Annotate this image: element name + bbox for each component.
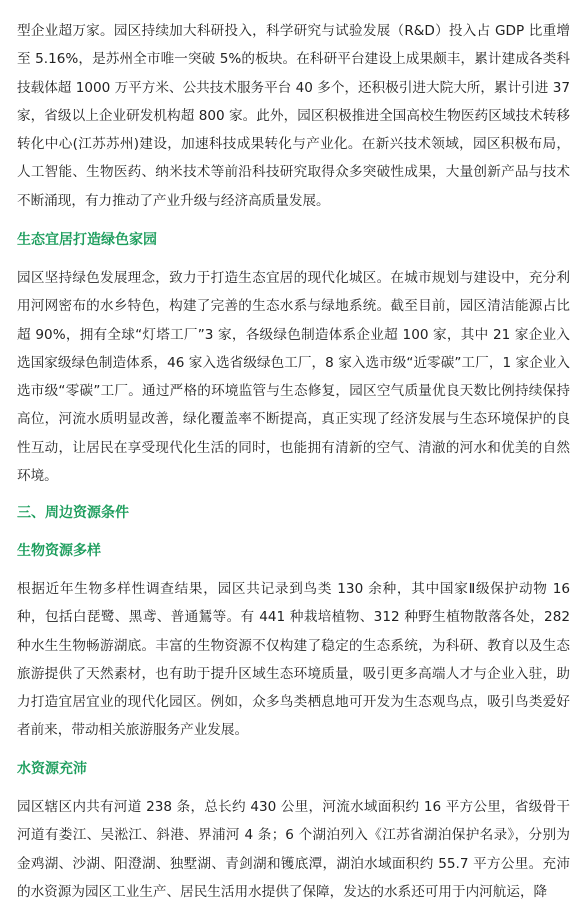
heading-green-home: 生态宜居打造绿色家园 — [17, 232, 157, 248]
paragraph-green-development: 园区坚持绿色发展理念，致力于打造生态宜居的现代化城区。在城市规划与建设中，充分利用河网密布的水乡特色，构建了完善的生态水系与绿地系统。截至目前，园区清洁能源占比超 90%，拥有全球“灯塔工厂”3 家，各级绿色制造体系企业超 100 家，其中 21 家企业入选国家级绿色制造体系，46 家入选省级绿色工厂，8 家入选市级“近零碳”工厂，1 家企业入选市级“零碳”工厂。通过严格的环境监管与生态修复，园区空气质量优良天数比例持续保持高位，河流水质明显改善，绿化覆盖率不断提高，真正实现了经济发展与生态环境保护的良性互动，让居民在享受现代化生活的同时，也能拥有清新的空气、清澈的河水和优美的自然环境。 — [17, 270, 570, 485]
paragraph-biodiversity: 根据近年生物多样性调查结果，园区共记录到鸟类 130 余种，其中国家Ⅱ级保护动物 16 种，包括白琵鹭、黑鸢、普通鵟等。有 441 种栽培植物、312 种野生植物散落各处，282 种水生生物畅游湖底。丰富的生物资源不仅构建了稳定的生态系统，为科研、教育以及生态旅游提供了天然素材，也有助于提升区域生态环境质量，吸引更多高端人才与企业入驻，助力打造宜居宜业的现代化园区。例如，众多鸟类栖息地可开发为生态观鸟点，吸引鸟类爱好者前来，带动相关旅游服务产业发展。 — [17, 581, 570, 739]
heading-water-resources: 水资源充沛 — [17, 761, 87, 777]
paragraph-water-resources: 园区辖区内共有河道 238 条，总长约 430 公里，河流水域面积约 16 平方公里，省级骨干河道有娄江、吴淞江、斜港、界浦河 4 条；6 个湖泊列入《江苏省湖泊保护名录》，分别为金鸡湖、沙湖、阳澄湖、独墅湖、青剑湖和镬底潭，湖泊水域面积约 55.7 平方公里。充沛的水资源为园区工业生产、居民生活用水提供了保障，发达的水系还可用于内河航运，降 — [17, 799, 570, 900]
heading-biodiversity: 生物资源多样 — [17, 543, 101, 559]
paragraph-tech-innovation: 型企业超万家。园区持续加大科研投入，科学研究与试验发展（R&D）投入占 GDP 比重增至 5.16%，是苏州全市唯一突破 5%的板块。在科研平台建设上成果颇丰，累计建成各类科技载体超 1000 万平方米、公共技术服务平台 40 多个，还积极引进大院大所，累计引进 37 家，省级以上企业研发机构超 800 家。此外，园区积极推进全国高校生物医药区域技术转移转化中心(江苏苏州)建设，加速科技成果转化与产业化。在新兴技术领域，园区积极布局，人工智能、生物医药、纳米技术等前沿科技研究取得众多突破性成果，大量创新产品与技术不断涌现，有力推动了产业升级与经济高质量发展。 — [17, 23, 570, 209]
heading-section-3: 三、周边资源条件 — [17, 505, 129, 521]
